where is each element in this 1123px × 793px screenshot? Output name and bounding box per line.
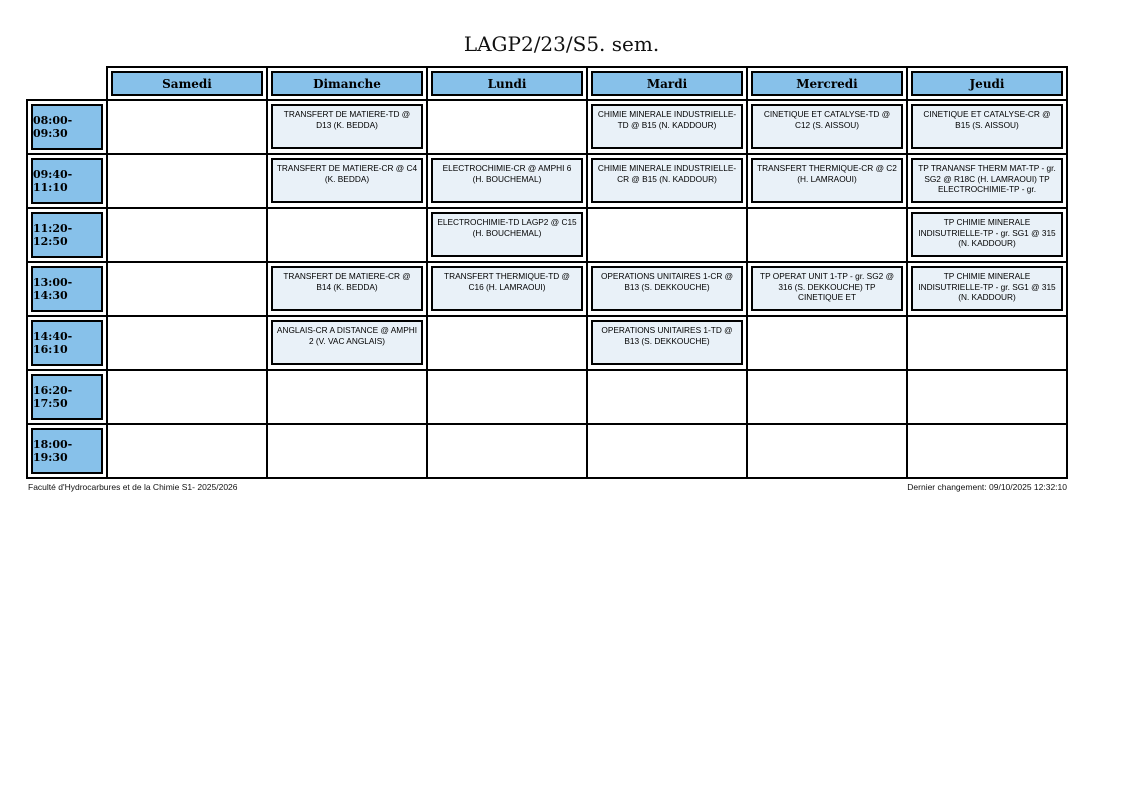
course-block[interactable]: CHIMIE MINERALE INDUSTRIELLE-TD @ B15 (N. KADDOUR) (591, 104, 743, 149)
course-block[interactable]: TP TRANANSF THERM MAT-TP - gr. SG2 @ R18C (H. LAMRAOUI) TP ELECTROCHIMIE-TP - gr. (911, 158, 1063, 203)
schedule-cell (747, 154, 907, 208)
schedule-cell (587, 154, 747, 208)
schedule-cell (907, 424, 1067, 478)
course-block[interactable]: CHIMIE MINERALE INDUSTRIELLE-CR @ B15 (N. KADDOUR) (591, 158, 743, 203)
schedule-cell (107, 208, 267, 262)
course-block[interactable]: CINETIQUE ET CATALYSE-TD @ C12 (S. AISSOU) (751, 104, 903, 149)
time-row (27, 154, 1067, 208)
time-slot-label: 13:00-14:30 (31, 266, 103, 312)
day-label: Lundi (431, 71, 583, 96)
time-slot-label: 16:20-17:50 (31, 374, 103, 420)
schedule-cell (267, 154, 427, 208)
schedule-cell (907, 316, 1067, 370)
schedule-cell (747, 262, 907, 316)
schedule-cell (427, 370, 587, 424)
schedule-cell (587, 316, 747, 370)
course-block[interactable]: TRANSFERT THERMIQUE-CR @ C2 (H. LAMRAOUI) (751, 158, 903, 203)
schedule-cell (107, 424, 267, 478)
course-block[interactable]: ELECTROCHIMIE-TD LAGP2 @ C15 (H. BOUCHEMAL) (431, 212, 583, 257)
day-header-lundi (427, 67, 587, 100)
schedule-cell (107, 316, 267, 370)
time-row (27, 316, 1067, 370)
schedule-cell (907, 370, 1067, 424)
day-label: Mardi (591, 71, 743, 96)
time-slot-cell (27, 208, 107, 262)
schedule-cell (747, 100, 907, 154)
schedule-cell (427, 154, 587, 208)
page-title: LAGP2/23/S5. sem. (463, 32, 660, 56)
schedule-cell (267, 208, 427, 262)
corner-cell (27, 67, 107, 100)
time-slot-label: 09:40-11:10 (31, 158, 103, 204)
schedule-cell (747, 424, 907, 478)
course-block[interactable]: TP CHIMIE MINERALE INDISUTRIELLE-TP - gr. SG1 @ 315 (N. KADDOUR) (911, 212, 1063, 257)
schedule-cell (267, 262, 427, 316)
day-header-mercredi (747, 67, 907, 100)
day-header-row (27, 67, 1067, 100)
time-slot-cell (27, 262, 107, 316)
day-header-dimanche (267, 67, 427, 100)
day-header-mardi (587, 67, 747, 100)
schedule-cell (747, 316, 907, 370)
time-slot-label: 18:00-19:30 (31, 428, 103, 474)
day-label: Jeudi (911, 71, 1063, 96)
footer-faculty: Faculté d'Hydrocarbures et de la Chimie S1- 2025/2026 (28, 482, 238, 492)
schedule-cell (267, 100, 427, 154)
day-label: Samedi (111, 71, 263, 96)
day-header-samedi (107, 67, 267, 100)
time-row (27, 424, 1067, 478)
course-block[interactable]: TP OPERAT UNIT 1-TP - gr. SG2 @ 316 (S. DEKKOUCHE) TP CINETIQUE ET (751, 266, 903, 311)
time-row (27, 208, 1067, 262)
schedule-cell (267, 316, 427, 370)
time-slot-label: 11:20-12:50 (31, 212, 103, 258)
course-block[interactable]: TRANSFERT THERMIQUE-TD @ C16 (H. LAMRAOUI) (431, 266, 583, 311)
schedule-cell (907, 208, 1067, 262)
day-label: Mercredi (751, 71, 903, 96)
course-block[interactable]: ELECTROCHIMIE-CR @ AMPHI 6 (H. BOUCHEMAL) (431, 158, 583, 203)
time-slot-cell (27, 370, 107, 424)
time-slot-cell (27, 316, 107, 370)
schedule-cell (587, 370, 747, 424)
time-slot-cell (27, 424, 107, 478)
schedule-cell (587, 208, 747, 262)
schedule-cell (907, 100, 1067, 154)
schedule-cell (747, 370, 907, 424)
schedule-cell (427, 316, 587, 370)
schedule-cell (427, 424, 587, 478)
time-row (27, 100, 1067, 154)
schedule-cell (107, 370, 267, 424)
schedule-cell (427, 208, 587, 262)
time-row (27, 262, 1067, 316)
schedule-cell (907, 262, 1067, 316)
schedule-cell (587, 100, 747, 154)
time-slot-label: 14:40-16:10 (31, 320, 103, 366)
schedule-cell (267, 370, 427, 424)
schedule-cell (107, 100, 267, 154)
schedule-cell (747, 208, 907, 262)
schedule-cell (907, 154, 1067, 208)
time-slot-cell (27, 100, 107, 154)
schedule-cell (107, 154, 267, 208)
course-block[interactable]: TRANSFERT DE MATIERE-CR @ C4 (K. BEDDA) (271, 158, 423, 203)
course-block[interactable]: ANGLAIS-CR A DISTANCE @ AMPHI 2 (V. VAC ANGLAIS) (271, 320, 423, 365)
course-block[interactable]: TRANSFERT DE MATIERE-TD @ D13 (K. BEDDA) (271, 104, 423, 149)
day-label: Dimanche (271, 71, 423, 96)
timetable (26, 66, 1068, 479)
schedule-cell (107, 262, 267, 316)
course-block[interactable]: OPERATIONS UNITAIRES 1-TD @ B13 (S. DEKKOUCHE) (591, 320, 743, 365)
schedule-cell (427, 100, 587, 154)
course-block[interactable]: OPERATIONS UNITAIRES 1-CR @ B13 (S. DEKKOUCHE) (591, 266, 743, 311)
schedule-cell (587, 262, 747, 316)
schedule-cell (427, 262, 587, 316)
course-block[interactable]: CINETIQUE ET CATALYSE-CR @ B15 (S. AISSOU) (911, 104, 1063, 149)
footer-last-change: Dernier changement: 09/10/2025 12:32:10 (907, 482, 1067, 492)
course-block[interactable]: TP CHIMIE MINERALE INDISUTRIELLE-TP - gr. SG1 @ 315 (N. KADDOUR) (911, 266, 1063, 311)
course-block[interactable]: TRANSFERT DE MATIERE-CR @ B14 (K. BEDDA) (271, 266, 423, 311)
day-header-jeudi (907, 67, 1067, 100)
time-row (27, 370, 1067, 424)
schedule-cell (267, 424, 427, 478)
time-slot-label: 08:00-09:30 (31, 104, 103, 150)
schedule-cell (587, 424, 747, 478)
time-slot-cell (27, 154, 107, 208)
